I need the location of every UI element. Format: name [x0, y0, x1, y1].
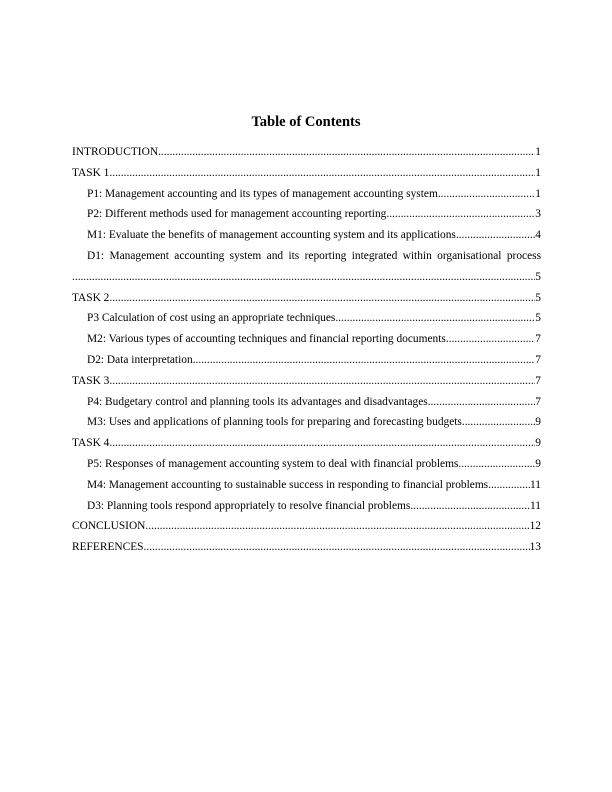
- toc-leader-dots: [158, 142, 535, 163]
- toc-entry-continuation: [72, 267, 541, 288]
- toc-entry-d3[interactable]: [72, 496, 541, 517]
- toc-page-number: 7: [535, 353, 541, 366]
- toc-leader-dots: [456, 225, 535, 246]
- toc-entry-label: D1: Management accounting system and its reporting integrated within organisational process: [87, 249, 541, 262]
- toc-entry-introduction[interactable]: [72, 142, 541, 163]
- toc-entry-m4[interactable]: [72, 475, 541, 496]
- toc-entry-m2[interactable]: [72, 329, 541, 350]
- toc-entry-references[interactable]: [72, 537, 541, 558]
- toc-leader-dots: [428, 392, 536, 413]
- toc-entry-label: TASK 4: [72, 437, 110, 450]
- toc-entry-p3[interactable]: [72, 308, 541, 329]
- toc-entry-p5[interactable]: [72, 454, 541, 475]
- toc-page-number: 1: [535, 146, 541, 158]
- toc-page-number: 3: [535, 208, 541, 221]
- toc-entry-task-1[interactable]: [72, 163, 541, 184]
- toc-leader-dots: [386, 204, 535, 225]
- toc-entry-label: TASK 1: [72, 166, 110, 179]
- toc-entry-label: M3: Uses and applications of planning tools for preparing and forecasting budgets: [87, 416, 462, 429]
- toc-leader-dots: [335, 308, 535, 329]
- toc-page-number: 7: [535, 374, 541, 387]
- toc-page-number: 5: [535, 312, 541, 325]
- toc-entry-label: D2: Data interpretation: [87, 353, 193, 366]
- toc-title: Table of Contents: [251, 114, 361, 130]
- toc-entry-label: P3 Calculation of cost using an appropriate techniques: [87, 312, 336, 325]
- toc-page-number: 9: [535, 457, 541, 470]
- toc-entry-label: D3: Planning tools respond appropriately to resolve financial problems: [87, 499, 411, 512]
- toc-page-number: 4: [535, 229, 541, 242]
- toc-entry-label: REFERENCES: [72, 541, 144, 554]
- toc-leader-dots: [72, 267, 535, 288]
- toc-entry-label: P2: Different methods used for management accounting reporting: [87, 208, 387, 221]
- toc-page-number: 13: [529, 541, 541, 554]
- toc-entry-label: M1: Evaluate the benefits of management accounting system and its applications: [87, 229, 456, 242]
- toc-leader-dots: [193, 350, 536, 371]
- toc-page-number: 11: [530, 499, 541, 512]
- toc-entry-conclusion[interactable]: [72, 516, 541, 537]
- toc-page-number: 5: [535, 270, 541, 283]
- toc-entry-p2[interactable]: [72, 204, 541, 225]
- toc-entry-label: TASK 2: [72, 291, 110, 304]
- toc-leader-dots: [144, 537, 530, 558]
- toc-page-number: 7: [535, 333, 541, 346]
- toc-entry-label: M4: Management accounting to sustainable success in responding to financial problems: [87, 478, 489, 491]
- toc-leader-dots: [462, 412, 535, 433]
- toc-entry-d2[interactable]: [72, 350, 541, 371]
- toc-entry-p4[interactable]: [72, 392, 541, 413]
- toc-leader-dots: [109, 288, 535, 309]
- toc-list: [72, 142, 541, 558]
- toc-entry-label: P5: Responses of management accounting system to deal with financial problems: [87, 457, 459, 470]
- toc-entry-m3[interactable]: [72, 412, 541, 433]
- toc-leader-dots: [446, 329, 535, 350]
- toc-page-number: 1: [535, 166, 541, 179]
- toc-entry-d1[interactable]: [72, 246, 541, 288]
- toc-entry-task-2[interactable]: [72, 288, 541, 309]
- toc-entry-m1[interactable]: [72, 225, 541, 246]
- toc-page-number: 5: [535, 291, 541, 304]
- toc-entry-label: INTRODUCTION: [72, 146, 159, 158]
- toc-entry-label: TASK 3: [72, 374, 110, 387]
- toc-entry-label: CONCLUSION: [72, 520, 146, 533]
- toc-leader-dots: [109, 371, 535, 392]
- toc-leader-dots: [458, 454, 535, 475]
- toc-page-number: 11: [530, 478, 541, 491]
- toc-entry-label: P1: Management accounting and its types of management accounting system: [87, 187, 438, 200]
- toc-entry-label: P4: Budgetary control and planning tools its advantages and disadvantages: [87, 395, 428, 408]
- toc-leader-dots: [438, 184, 535, 205]
- toc-leader-dots: [488, 475, 530, 496]
- toc-page-number: 12: [529, 520, 541, 533]
- toc-entry-label: M2: Various types of accounting techniques and financial reporting documents: [87, 333, 446, 346]
- toc-page-number: 1: [535, 187, 541, 200]
- toc-entry-task-3[interactable]: [72, 371, 541, 392]
- toc-entry-task-4[interactable]: [72, 433, 541, 454]
- toc-leader-dots: [109, 163, 535, 184]
- toc-entry-p1[interactable]: [72, 184, 541, 205]
- toc-leader-dots: [145, 516, 529, 537]
- toc-page-number: 9: [535, 416, 541, 429]
- toc-leader-dots: [410, 496, 530, 517]
- toc-page-number: 9: [535, 437, 541, 450]
- toc-leader-dots: [109, 433, 535, 454]
- toc-page-number: 7: [535, 395, 541, 408]
